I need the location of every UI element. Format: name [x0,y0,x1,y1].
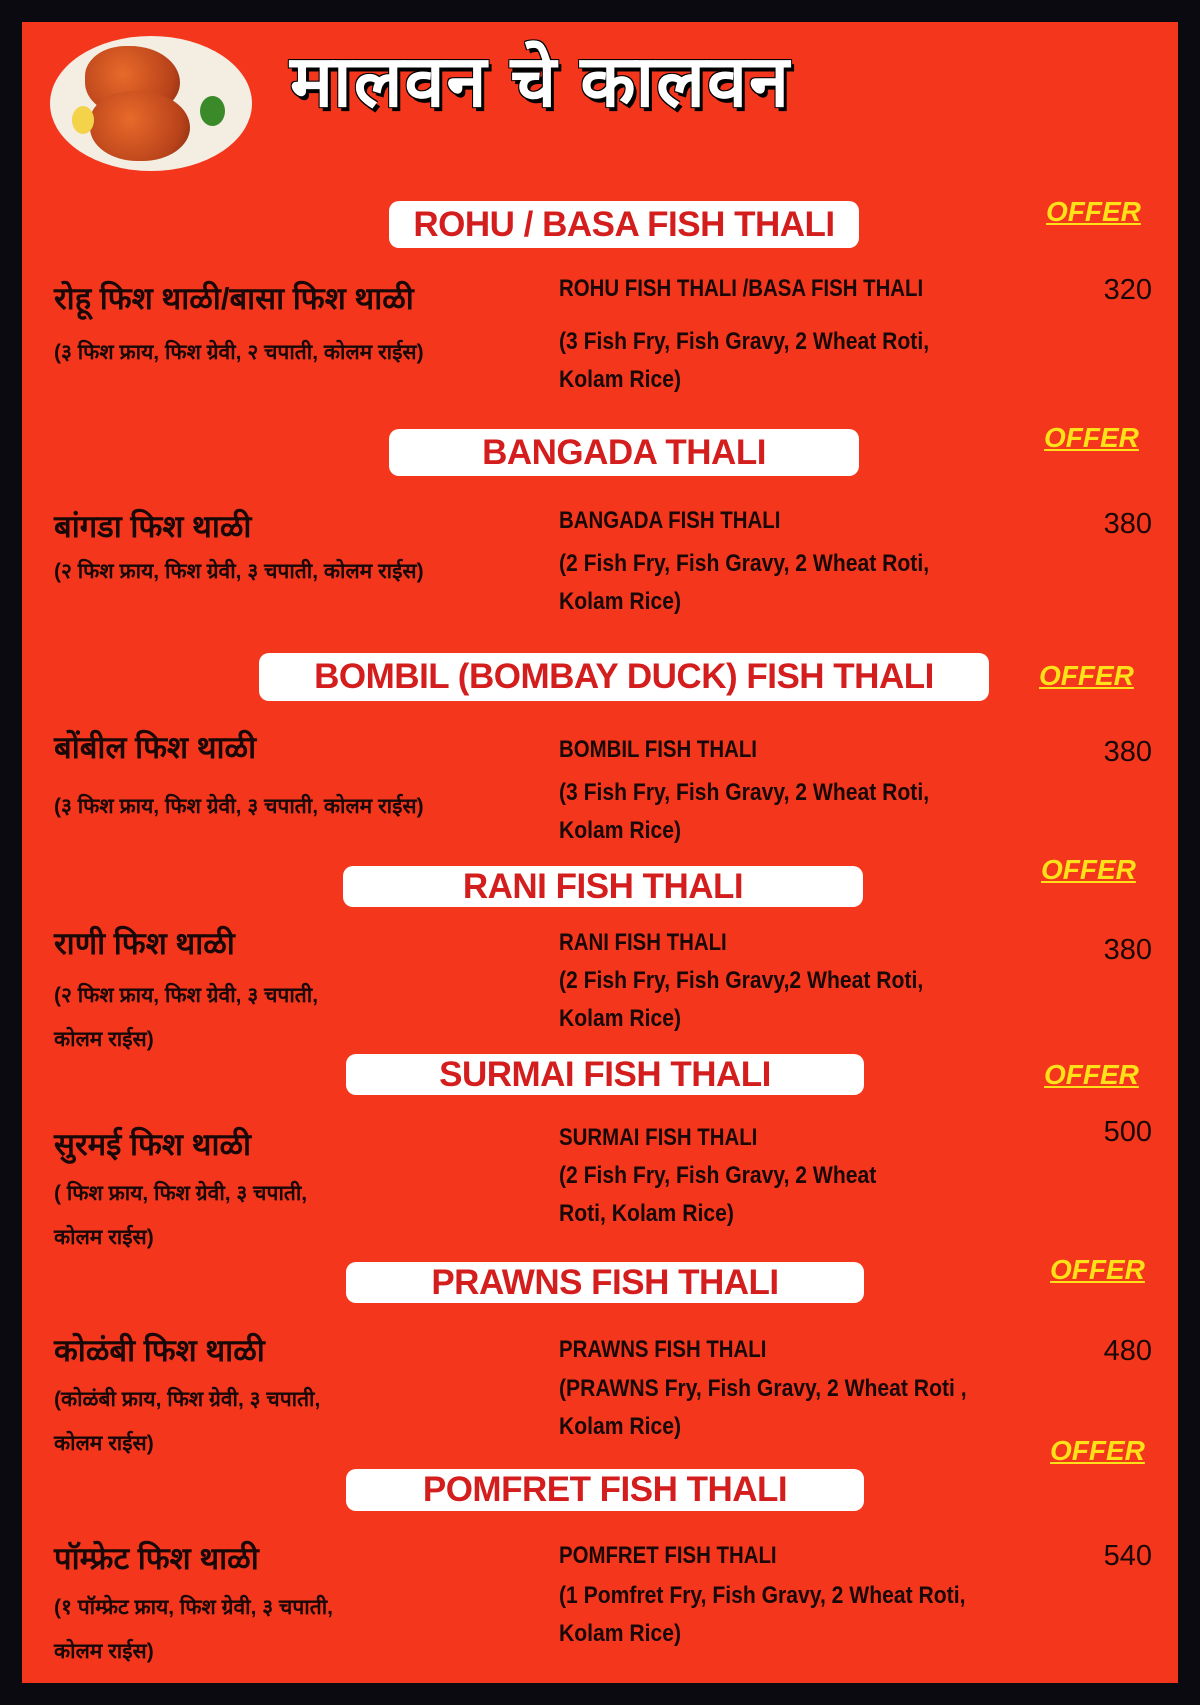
offer-link[interactable]: OFFER [1044,422,1139,453]
section-banner: ROHU / BASA FISH THALI [389,201,859,248]
marathi-title: राणी फिश थाळी [54,926,235,961]
offer-link[interactable]: OFFER [1041,854,1136,885]
fried-fish-plate-icon [50,36,252,171]
marathi-description: (३ फिश फ्राय, फिश ग्रेवी, ३ चपाती, कोलम राईस) [54,795,424,818]
marathi-description: (२ फिश फ्राय, फिश ग्रेवी, ३ चपाती, [54,984,319,1007]
offer-link[interactable]: OFFER [1050,1254,1145,1285]
marathi-title: रोहू फिश थाळी/बासा फिश थाळी [54,281,414,316]
english-description: (1 Pomfret Fry, Fish Gravy, 2 Wheat Roti, [559,1582,966,1609]
english-description: (3 Fish Fry, Fish Gravy, 2 Wheat Roti, [559,779,930,806]
marathi-title: बोंबील फिश थाळी [54,730,257,765]
item-price: 380 [1103,508,1152,540]
english-description: Kolam Rice) [559,817,682,844]
item-price: 380 [1103,934,1152,966]
offer-link[interactable]: OFFER [1039,660,1134,691]
marathi-description: कोलम राईस) [54,1028,154,1051]
section-banner: RANI FISH THALI [343,866,863,907]
item-price: 320 [1103,274,1152,306]
english-title: BANGADA FISH THALI [559,507,781,534]
item-price: 480 [1103,1335,1152,1367]
marathi-description: (कोळंबी फ्राय, फिश ग्रेवी, ३ चपाती, [54,1388,321,1411]
english-description: (3 Fish Fry, Fish Gravy, 2 Wheat Roti, [559,328,930,355]
english-description: Roti, Kolam Rice) [559,1200,734,1227]
marathi-title: सुरमई फिश थाळी [54,1127,252,1162]
offer-link[interactable]: OFFER [1044,1059,1139,1090]
section-banner: POMFRET FISH THALI [346,1469,864,1511]
marathi-description: (३ फिश फ्राय, फिश ग्रेवी, २ चपाती, कोलम राईस) [54,341,424,364]
english-description: Kolam Rice) [559,1413,682,1440]
offer-link[interactable]: OFFER [1050,1435,1145,1466]
marathi-description: (२ फिश फ्राय, फिश ग्रेवी, ३ चपाती, कोलम राईस) [54,560,424,583]
marathi-description: कोलम राईस) [54,1640,154,1663]
marathi-title: बांगडा फिश थाळी [54,509,252,544]
english-title: PRAWNS FISH THALI [559,1336,767,1363]
item-price: 380 [1103,736,1152,768]
english-description: Kolam Rice) [559,588,682,615]
section-banner: BANGADA THALI [389,429,859,476]
marathi-title: कोळंबी फिश थाळी [54,1333,265,1368]
offer-link[interactable]: OFFER [1046,196,1141,227]
marathi-description: कोलम राईस) [54,1226,154,1249]
english-title: RANI FISH THALI [559,929,727,956]
english-title: SURMAI FISH THALI [559,1124,758,1151]
english-description: (2 Fish Fry, Fish Gravy, 2 Wheat [559,1162,877,1189]
section-banner: PRAWNS FISH THALI [346,1262,864,1303]
item-price: 500 [1103,1116,1152,1148]
english-description: (2 Fish Fry, Fish Gravy,2 Wheat Roti, [559,967,924,994]
marathi-description: (१ पॉम्फ्रेट फ्राय, फिश ग्रेवी, ३ चपाती, [54,1596,333,1619]
english-description: Kolam Rice) [559,1620,682,1647]
restaurant-title: मालवन चे कालवन [290,42,791,122]
english-description: Kolam Rice) [559,1005,682,1032]
marathi-description: ( फिश फ्राय, फिश ग्रेवी, ३ चपाती, [54,1182,308,1205]
marathi-title: पॉम्फ्रेट फिश थाळी [54,1541,259,1576]
english-description: Kolam Rice) [559,366,682,393]
english-title: BOMBIL FISH THALI [559,736,757,763]
english-title: POMFRET FISH THALI [559,1542,777,1569]
english-description: (2 Fish Fry, Fish Gravy, 2 Wheat Roti, [559,550,930,577]
english-description: (PRAWNS Fry, Fish Gravy, 2 Wheat Roti , [559,1375,967,1402]
english-title: ROHU FISH THALI /BASA FISH THALI [559,275,924,302]
item-price: 540 [1103,1540,1152,1572]
section-banner: BOMBIL (BOMBAY DUCK) FISH THALI [259,653,989,701]
section-banner: SURMAI FISH THALI [346,1054,864,1095]
marathi-description: कोलम राईस) [54,1432,154,1455]
